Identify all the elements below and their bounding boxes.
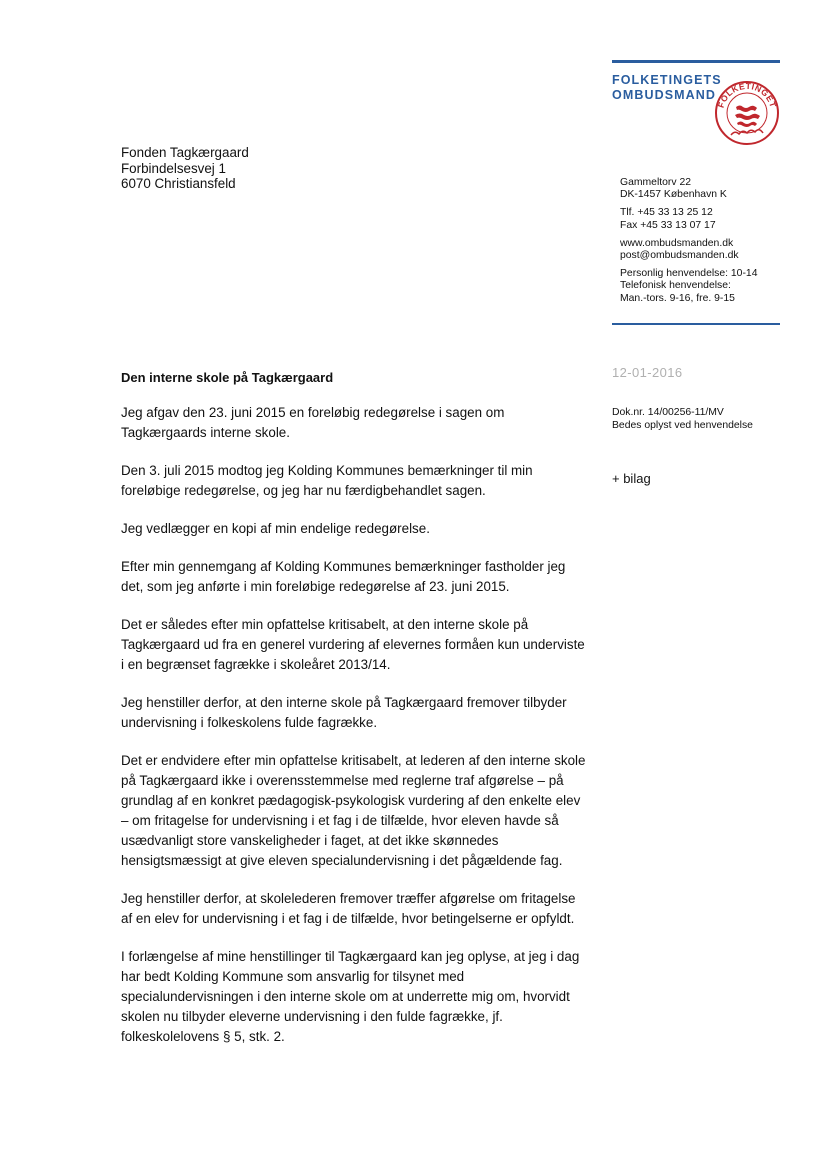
sender-fax: Fax +45 33 13 07 17: [620, 219, 716, 231]
document-reference-note: Bedes oplyst ved henvendelse: [612, 419, 753, 431]
document-number: Dok.nr. 14/00256-11/MV: [612, 407, 724, 418]
letter-date: 12-01-2016: [612, 365, 683, 380]
body-paragraph: Det er således efter min opfattelse kritisabelt, at den interne skole på Tagkærgaard ud fra en generel vurdering af elevernes formåen kun underviste i en begrænset fagrække i skoleåret 2013/14.: [121, 617, 585, 672]
letterhead-top-rule: [612, 60, 780, 63]
opening-hours-personal: Personlig henvendelse: 10-14: [620, 268, 758, 280]
sender-address-line2: DK-1457 København K: [620, 189, 727, 201]
attachment-note: + bilag: [612, 471, 651, 486]
letterhead-brand: [612, 73, 722, 103]
body-paragraph: Efter min gennemgang af Kolding Kommunes bemærkninger fastholder jeg det, som jeg anførte i min foreløbige redegørelse af 23. juni 2015.: [121, 559, 566, 594]
seal-text: FOLKETINGET: [715, 80, 779, 109]
svg-text:FOLKETINGET: [716, 81, 779, 109]
recipient-city: 6070 Christiansfeld: [121, 176, 236, 192]
body-paragraph: Jeg afgav den 23. juni 2015 en foreløbig redegørelse i sagen om Tagkærgaards interne skole.: [121, 405, 505, 440]
letter-subject: Den interne skole på Tagkærgaard: [121, 370, 334, 385]
recipient-street: Forbindelsesvej 1: [121, 160, 226, 176]
body-paragraph: Jeg vedlægger en kopi af min endelige redegørelse.: [121, 521, 430, 536]
body-paragraph: Den 3. juli 2015 modtog jeg Kolding Kommunes bemærkninger til min foreløbige redegørelse, og jeg har nu færdigbehandlet sagen.: [121, 463, 533, 498]
document-reference: [612, 407, 753, 432]
body-paragraph: Det er endvidere efter min opfattelse kritisabelt, at lederen af den interne skole på Tagkærgaard ikke i overensstemmelse med reglerne traf afgørelse – på grundlag af en konkret pædagogisk-psykologisk vurdering af den enkelte elev – om fritagelse for undervisning i et fag i de tilfælde, hvor eleven havde så usædvanligt store vanskeligheder i faget, at det ikke skønnedes hensigtsmæssigt at give eleven specialundervisning i det pågældende fag.: [121, 753, 586, 868]
parliament-seal-icon: [714, 80, 780, 146]
recipient-name: Fonden Tagkærgaard: [121, 145, 249, 160]
letter-body: [121, 403, 587, 1065]
sender-phone: Tlf. +45 33 13 25 12: [620, 207, 713, 219]
body-paragraph: I forlængelse af mine henstillinger til Tagkærgaard kan jeg oplyse, at jeg i dag har bedt Kolding Kommune som ansvarlig for tilsynet med specialundervisningen i den interne skole om at underrette mig om, hvorvidt skolen nu tilbyder eleverne undervisning i den fulde fagrække, jf. folkeskolelovens § 5, stk. 2.: [121, 949, 580, 1044]
org-name-line2: OMBUDSMAND: [612, 88, 717, 102]
sender-email: post@ombudsmanden.dk: [620, 250, 739, 262]
org-name-line1: FOLKETINGETS: [612, 73, 722, 87]
opening-hours-phone-label: Telefonisk henvendelse:: [620, 280, 731, 292]
body-paragraph: Jeg henstiller derfor, at skolelederen fremover træffer afgørelse om fritagelse af en elev for undervisning i et fag i de tilfælde, hvor betingelserne er opfyldt.: [121, 891, 576, 926]
body-paragraph: Jeg henstiller derfor, at den interne skole på Tagkærgaard fremover tilbyder undervisning i folkeskolens fulde fagrække.: [121, 695, 567, 730]
recipient-address: [121, 145, 249, 192]
opening-hours-phone: Man.-tors. 9-16, fre. 9-15: [620, 292, 735, 304]
sender-address-line1: Gammeltorv 22: [620, 177, 692, 188]
letterhead-bottom-rule: [612, 323, 780, 325]
sender-website: www.ombudsmanden.dk: [620, 237, 734, 249]
sender-contact-block: [620, 177, 757, 311]
